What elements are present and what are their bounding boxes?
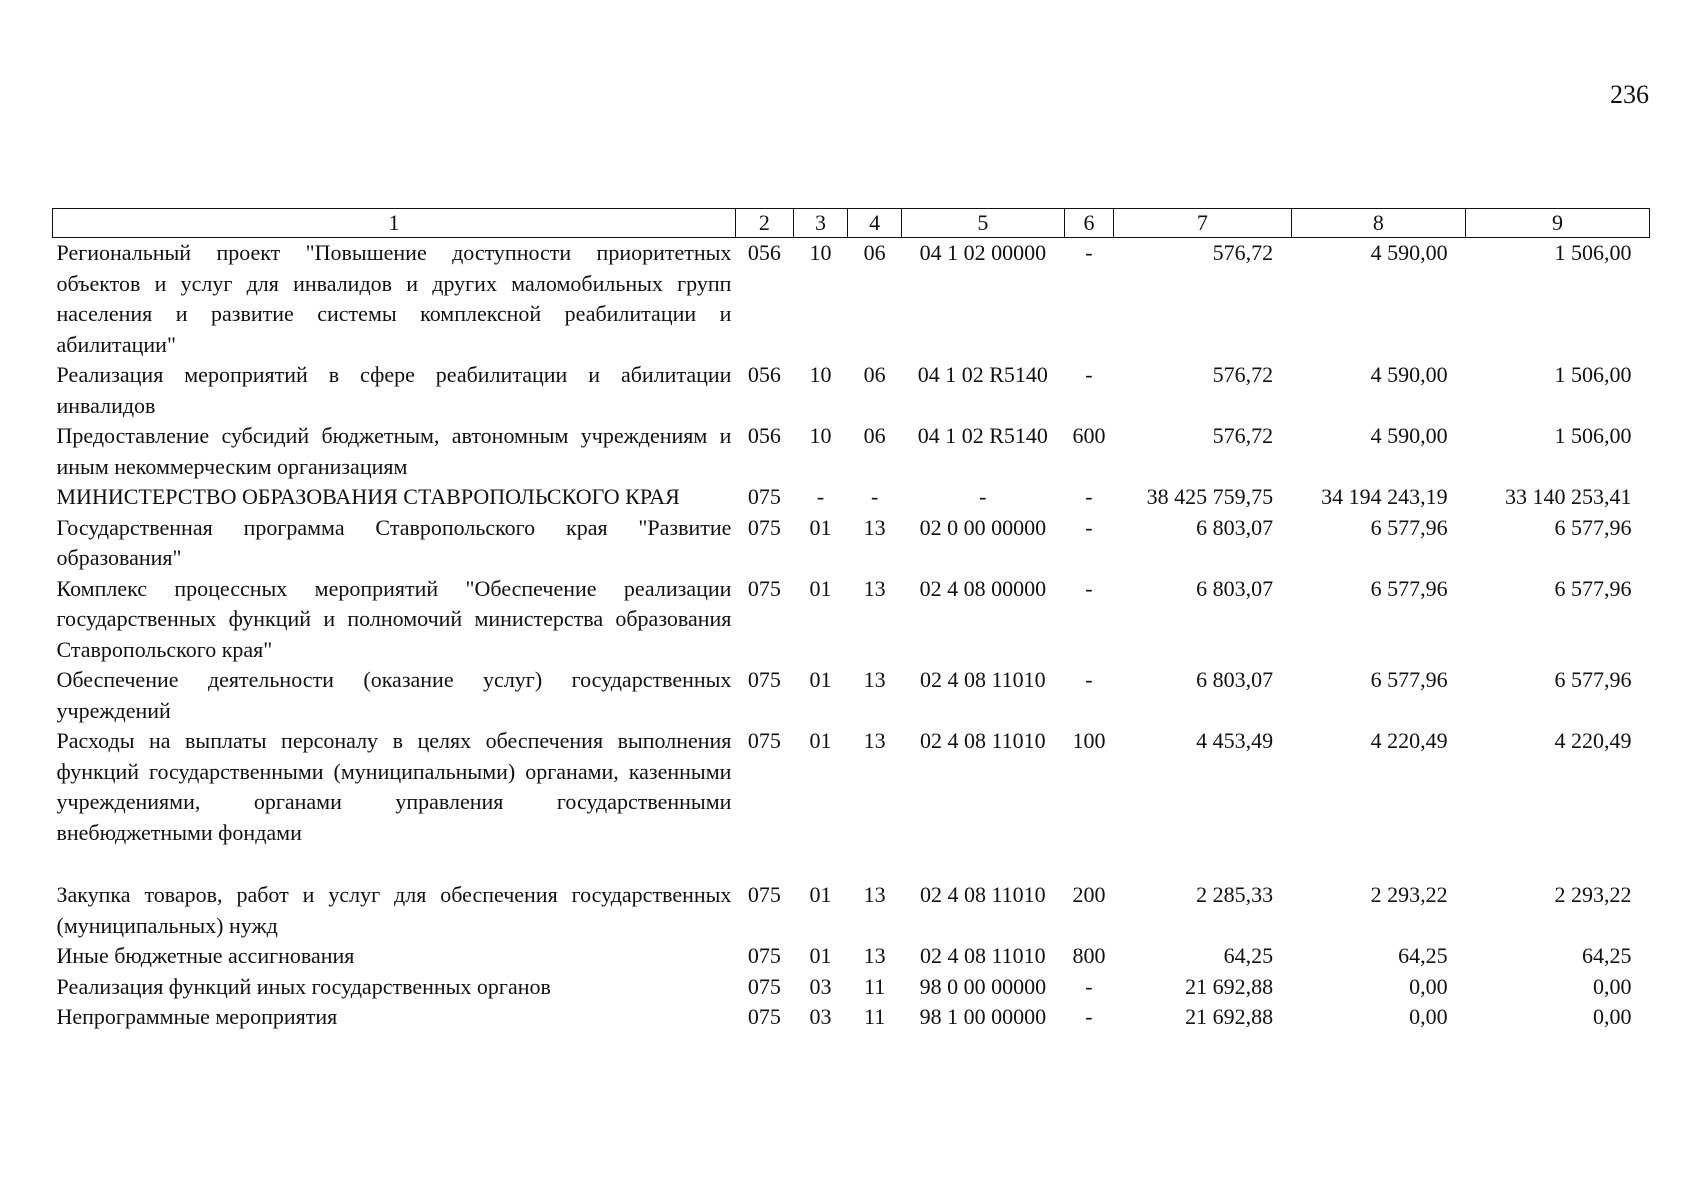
cell-subsection: 13 <box>863 667 886 692</box>
cell-expense-type: - <box>1085 1004 1093 1029</box>
cell-amount-9: 1 506,00 <box>1554 423 1632 448</box>
cell-amount-9: 0,00 <box>1593 973 1632 999</box>
table-row <box>53 726 1650 880</box>
row-name: Региональный проект "Повышение доступности приоритетных объектов и услуг для инвалидов и других маломобильных групп населения и развитие системы комплексной реабилитации и абилитации" <box>56 240 732 357</box>
cell-target-article: 04 1 02 R5140 <box>917 362 1048 387</box>
col-header-7: 7 <box>1114 209 1292 238</box>
cell-expense-type: 800 <box>1072 943 1106 968</box>
cell-amount-8: 2 293,22 <box>1370 882 1448 907</box>
cell-amount-7: 6 803,07 <box>1196 514 1274 540</box>
cell-section: 01 <box>809 575 832 601</box>
cell-ministry-code: 056 <box>747 423 781 448</box>
cell-amount-9: 6 577,96 <box>1554 575 1632 601</box>
cell-ministry-code: 075 <box>747 575 781 601</box>
col-header-5: 5 <box>901 209 1064 238</box>
table-row <box>53 421 1650 482</box>
row-name: Государственная программа Ставропольского края "Развитие образования" <box>56 514 732 570</box>
cell-section: 01 <box>809 514 832 540</box>
cell-ministry-code: 075 <box>747 667 781 692</box>
cell-target-article: - <box>979 484 987 509</box>
cell-target-article: 04 1 02 R5140 <box>917 423 1048 448</box>
cell-subsection: - <box>870 484 879 509</box>
row-name: Обеспечение деятельности (оказание услуг) государственных учреждений <box>56 667 732 723</box>
col-header-2: 2 <box>735 209 793 238</box>
cell-expense-type: 600 <box>1072 423 1106 448</box>
cell-target-article: 02 0 00 00000 <box>919 514 1047 540</box>
cell-target-article: 02 4 08 11010 <box>919 667 1046 692</box>
table-row <box>53 941 1650 972</box>
cell-amount-9: 6 577,96 <box>1554 667 1632 692</box>
cell-amount-8: 64,25 <box>1398 943 1448 968</box>
cell-section: 10 <box>809 423 832 448</box>
cell-target-article: 02 4 08 11010 <box>919 882 1046 907</box>
cell-ministry-code: 075 <box>747 1004 781 1029</box>
cell-ministry-code: 056 <box>747 362 781 387</box>
cell-section: 03 <box>809 1004 832 1029</box>
cell-subsection: 13 <box>863 728 886 753</box>
cell-section: - <box>816 484 825 509</box>
cell-section: 01 <box>809 667 832 692</box>
row-name: Непрограммные мероприятия <box>56 1004 338 1029</box>
table-row <box>53 1002 1650 1033</box>
cell-target-article: 02 4 08 11010 <box>919 728 1046 753</box>
cell-ministry-code: 056 <box>747 240 781 265</box>
page-number: 236 <box>1610 80 1649 109</box>
row-name: Иные бюджетные ассигнования <box>56 943 355 968</box>
row-name: Реализация функций иных государственных органов <box>56 973 551 999</box>
table-row <box>53 513 1650 574</box>
cell-amount-7: 6 803,07 <box>1196 575 1274 601</box>
row-name: МИНИСТЕРСТВО ОБРАЗОВАНИЯ СТАВРОПОЛЬСКОГО КРАЯ <box>56 484 680 509</box>
cell-amount-8: 6 577,96 <box>1370 575 1448 601</box>
row-name: Реализация мероприятий в сфере реабилитации и абилитации инвалидов <box>56 362 732 418</box>
cell-ministry-code: 075 <box>747 882 781 907</box>
cell-section: 01 <box>809 943 832 968</box>
cell-amount-7: 38 425 759,75 <box>1146 484 1274 509</box>
col-header-9: 9 <box>1466 209 1650 238</box>
cell-subsection: 13 <box>863 514 886 540</box>
cell-amount-8: 6 577,96 <box>1370 667 1448 692</box>
cell-amount-7: 576,72 <box>1212 362 1274 387</box>
cell-amount-8: 0,00 <box>1409 973 1448 999</box>
cell-amount-8: 4 220,49 <box>1370 728 1448 753</box>
cell-amount-7: 4 453,49 <box>1196 728 1274 753</box>
cell-subsection: 13 <box>863 943 886 968</box>
cell-expense-type: - <box>1085 362 1093 387</box>
cell-amount-9: 64,25 <box>1582 943 1632 968</box>
cell-ministry-code: 075 <box>747 514 781 540</box>
col-header-3: 3 <box>793 209 848 238</box>
cell-expense-type: - <box>1085 667 1093 692</box>
cell-section: 01 <box>809 882 832 907</box>
cell-section: 10 <box>809 362 832 387</box>
cell-ministry-code: 075 <box>747 728 781 753</box>
cell-ministry-code: 075 <box>747 484 781 509</box>
cell-amount-7: 2 285,33 <box>1196 882 1274 907</box>
cell-section: 01 <box>809 728 832 753</box>
row-name: Закупка товаров, работ и услуг для обеспечения государственных (муниципальных) нужд <box>56 882 732 938</box>
cell-expense-type: - <box>1085 240 1093 265</box>
cell-amount-9: 2 293,22 <box>1554 882 1632 907</box>
table-row <box>53 482 1650 513</box>
cell-amount-9: 1 506,00 <box>1554 362 1632 387</box>
cell-target-article: 02 4 08 00000 <box>919 575 1047 601</box>
cell-subsection: 11 <box>864 973 886 999</box>
row-name: Предоставление субсидий бюджетным, автономным учреждениям и иным некоммерческим организациям <box>56 423 732 479</box>
table-row <box>53 972 1650 1003</box>
cell-target-article: 98 0 00 00000 <box>919 973 1047 999</box>
cell-amount-9: 33 140 253,41 <box>1505 484 1632 509</box>
cell-section: 03 <box>809 973 832 999</box>
row-name: Комплекс процессных мероприятий "Обеспечение реализации государственных функций и полномочий министерства образования Ставропольского края" <box>56 575 732 662</box>
table-row <box>53 360 1650 421</box>
cell-amount-7: 64,25 <box>1223 943 1274 968</box>
cell-expense-type: 200 <box>1072 882 1106 907</box>
cell-target-article: 98 1 00 00000 <box>919 1004 1047 1029</box>
cell-amount-7: 21 692,88 <box>1185 973 1274 999</box>
cell-amount-7: 576,72 <box>1212 240 1274 265</box>
cell-amount-7: 21 692,88 <box>1185 1004 1274 1029</box>
cell-ministry-code: 075 <box>747 973 781 999</box>
cell-subsection: 06 <box>863 240 886 265</box>
cell-expense-type: 100 <box>1072 728 1106 753</box>
cell-expense-type: - <box>1085 575 1093 601</box>
cell-subsection: 11 <box>864 1004 886 1029</box>
cell-amount-7: 576,72 <box>1212 423 1274 448</box>
cell-amount-9: 6 577,96 <box>1554 514 1632 540</box>
header-row <box>53 209 1650 238</box>
cell-target-article: 02 4 08 11010 <box>919 943 1046 968</box>
row-name: Расходы на выплаты персоналу в целях обеспечения выполнения функций государственными (муниципальными) органами, казенными учреждениями, органами управления государственными внебюджетными фондами <box>56 728 732 845</box>
cell-subsection: 13 <box>863 575 886 601</box>
col-header-6: 6 <box>1064 209 1113 238</box>
cell-amount-8: 4 590,00 <box>1370 362 1448 387</box>
cell-amount-8: 6 577,96 <box>1370 514 1448 540</box>
cell-amount-9: 4 220,49 <box>1554 728 1632 753</box>
cell-expense-type: - <box>1085 514 1093 540</box>
col-header-1: 1 <box>53 209 736 238</box>
col-header-4: 4 <box>848 209 902 238</box>
table-row <box>53 574 1650 666</box>
col-header-8: 8 <box>1291 209 1465 238</box>
cell-amount-9: 0,00 <box>1593 1004 1632 1029</box>
cell-expense-type: - <box>1085 973 1093 999</box>
table-row <box>53 238 1650 361</box>
cell-ministry-code: 075 <box>747 943 781 968</box>
cell-subsection: 13 <box>863 882 886 907</box>
budget-table <box>52 208 1650 1033</box>
cell-subsection: 06 <box>863 423 886 448</box>
cell-section: 10 <box>809 240 832 265</box>
cell-amount-8: 0,00 <box>1409 1004 1448 1029</box>
cell-amount-8: 4 590,00 <box>1370 423 1448 448</box>
cell-amount-8: 34 194 243,19 <box>1321 484 1448 509</box>
table-row <box>53 880 1650 941</box>
table-row <box>53 665 1650 726</box>
cell-target-article: 04 1 02 00000 <box>919 240 1047 265</box>
cell-expense-type: - <box>1085 484 1093 509</box>
cell-amount-7: 6 803,07 <box>1196 667 1274 692</box>
cell-subsection: 06 <box>863 362 886 387</box>
cell-amount-9: 1 506,00 <box>1554 240 1632 265</box>
cell-amount-8: 4 590,00 <box>1370 240 1448 265</box>
